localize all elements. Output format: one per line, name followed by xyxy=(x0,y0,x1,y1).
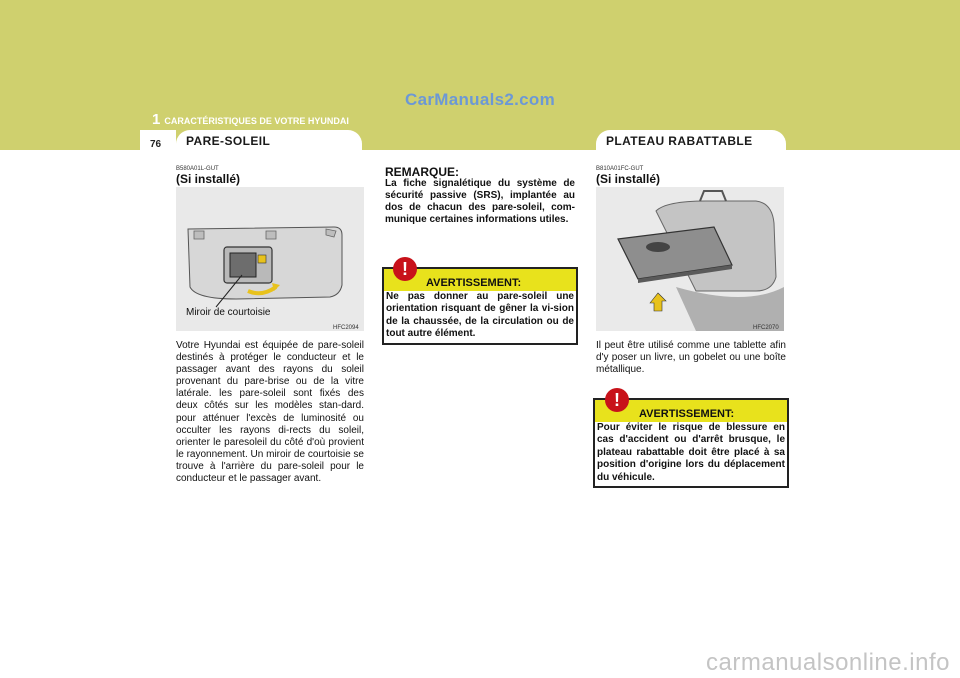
right-warning-title: AVERTISSEMENT: xyxy=(639,408,735,420)
right-body-text: Il peut être utilisé comme une tablette afin d'y poser un livre, un gobelet ou une boîte métallique. xyxy=(596,340,786,376)
chapter-number: 1 xyxy=(152,111,161,128)
right-warning-box xyxy=(593,398,789,488)
middle-warning-text: Ne pas donner au pare-soleil une orientation risquant de gêner la vi-sion de la chaussée, de la circulation ou de tout autre élément. xyxy=(386,291,574,340)
chapter-title: CARACTÉRISTIQUES DE VOTRE HYUNDAI xyxy=(164,116,349,126)
section-tab-plateau: PLATEAU RABATTABLE xyxy=(596,130,786,152)
right-reference-code: B810A01FC-GUT xyxy=(596,166,644,172)
note-title: REMARQUE: xyxy=(385,165,459,179)
left-reference-code: B580A01L-GUT xyxy=(176,166,219,172)
warning-exclamation-icon: ! xyxy=(605,388,629,412)
mirror-callout-label: Miroir de courtoisie xyxy=(186,307,271,318)
warning-exclamation-icon: ! xyxy=(393,257,417,281)
folding-tray-figure xyxy=(596,187,784,331)
section-tab-pare-soleil: PARE-SOLEIL xyxy=(176,130,362,152)
note-text: La fiche signalétique du système de sécurité passive (SRS), implantée au dos de chacun des pare-soleil, com-munique certaines informations utiles. xyxy=(385,178,575,225)
site-watermark-link[interactable]: CarManuals2.com xyxy=(405,90,555,109)
footer-watermark: carmanualsonline.info xyxy=(706,649,950,676)
folding-tray-illustration xyxy=(596,187,784,331)
left-heading: (Si installé) xyxy=(176,172,241,186)
header-band xyxy=(0,0,960,150)
left-figure-code: HFC2094 xyxy=(333,325,359,331)
right-figure-code: HFC2070 xyxy=(753,325,779,331)
chapter-heading xyxy=(152,111,349,128)
middle-warning-title: AVERTISSEMENT: xyxy=(426,277,522,289)
right-heading: (Si installé) xyxy=(596,172,661,186)
page-number: 76 xyxy=(150,139,162,150)
right-warning-text: Pour éviter le risque de blessure en cas d'accident ou d'arrêt brusque, le plateau rabattable doit être placé à sa position d'origine lors du déplacement du véhicule. xyxy=(597,422,785,483)
left-body-text: Votre Hyundai est équipée de pare-soleil destinés à protéger le conducteur et le passager avant des rayons du soleil provenant du pare-brise ou de la vitre latérale. les pare-soleil sont fixés des deux côtés sur les modèles stan-dard. pour atténuer l'excès de luminosité ou occulter les rayons di-rects du soleil, orienter le paresoleil du côté d'où provient le rayonnement. Un miroir de courtoisie se trouve à l'arrière du pare-soleil pour le conducteur et le passager avant. xyxy=(176,340,364,485)
